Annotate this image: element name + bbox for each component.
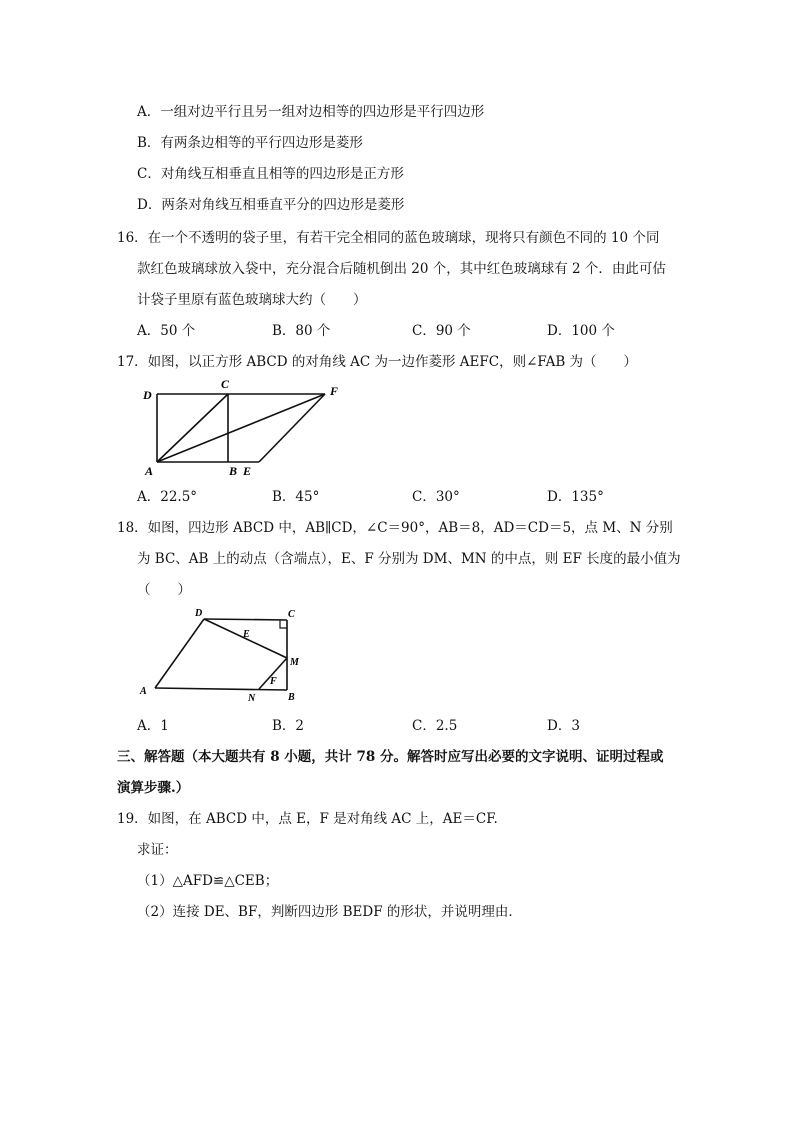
q15-option-c: C．对角线互相垂直且相等的四边形是正方形	[137, 166, 404, 182]
q17-label-b: B	[229, 464, 238, 478]
section3-heading-line2: 演算步骤.）	[117, 780, 190, 796]
q17-label-f: F	[330, 384, 339, 398]
q15-option-a: A．一组对边平行且另一组对边相等的四边形是平行四边形	[137, 104, 485, 120]
q19-stem: 19．如图，在 ABCD 中，点 E，F 是对角线 AC 上，AE＝CF.	[117, 811, 498, 827]
q18-label-b: B	[288, 692, 295, 703]
q17-stem: 17．如图，以正方形 ABCD 的对角线 AC 为一边作菱形 AEFC，则∠FAB 为（ ）	[117, 354, 638, 370]
q18-label-n: N	[248, 693, 256, 704]
q17-option-c: C．30°	[412, 489, 460, 505]
q16-option-a: A．50 个	[137, 323, 196, 339]
q18-segment-ab	[155, 688, 287, 690]
q16-option-c: C．90 个	[412, 323, 471, 339]
q15-option-d: D．两条对角线互相垂直平分的四边形是菱形	[137, 197, 405, 213]
q17-diagonal-ac	[157, 394, 228, 462]
q17-label-e: E	[243, 464, 252, 478]
q18-label-e: E	[243, 629, 250, 640]
q17-segment-fe	[259, 394, 325, 462]
q17-label-c: C	[221, 377, 230, 391]
q18-right-angle-mark	[280, 620, 287, 628]
q17-option-b: B．45°	[272, 489, 320, 505]
q16-stem-line3: 计袋子里原有蓝色玻璃球大约（ ）	[137, 292, 367, 308]
q18-label-f: F	[270, 676, 277, 687]
q19-prove-label: 求证：	[137, 842, 178, 858]
q16-stem-line1: 16．在一个不透明的袋子里，有若干完全相同的蓝色玻璃球，现将只有颜色不同的 10 个同	[117, 230, 660, 246]
q18-option-c: C．2.5	[412, 718, 458, 734]
q18-option-a: A．1	[137, 718, 169, 734]
q18-label-d: D	[195, 608, 203, 619]
q18-option-b: B．2	[272, 718, 305, 734]
q17-diagonal-af	[157, 394, 325, 462]
section3-heading-line1: 三、解答题（本大题共有 8 小题，共计 78 分。解答时应写出必要的文字说明、证明过程或	[117, 749, 664, 765]
q18-figure	[135, 603, 315, 708]
q17-option-d: D．135°	[547, 489, 604, 505]
q18-label-m: M	[290, 657, 299, 668]
q18-label-c: C	[288, 609, 295, 620]
q18-option-d: D．3	[547, 718, 580, 734]
q18-stem-line3: （ ）	[137, 582, 191, 598]
q18-stem-line2: 为 BC、AB 上的动点（含端点），E、F 分别为 DM、MN 的中点，则 EF 长度的最小值为	[137, 551, 681, 567]
q18-stem-line1: 18．如图，四边形 ABCD 中，AB∥CD，∠C＝90°，AB＝8，AD＝CD＝5，点 M、N 分别	[117, 520, 673, 536]
q17-option-a: A．22.5°	[137, 489, 198, 505]
q15-option-b: B．有两条边相等的平行四边形是菱形	[137, 135, 363, 151]
q19-part1: （1）△AFD≌△CEB；	[137, 873, 279, 889]
q19-part2: （2）连接 DE、BF，判断四边形 BEDF 的形状，并说明理由．	[137, 904, 522, 920]
q17-figure	[135, 375, 355, 480]
q17-label-a: A	[145, 464, 154, 478]
q18-label-a: A	[140, 686, 147, 697]
q16-option-d: D．100 个	[547, 323, 615, 339]
q18-segment-ad	[155, 619, 204, 688]
q16-option-b: B．80 个	[272, 323, 331, 339]
q17-label-d: D	[143, 388, 152, 402]
q16-stem-line2: 款红色玻璃球放入袋中，充分混合后随机倒出 20 个，其中红色玻璃球有 2 个．由此可估	[137, 261, 666, 277]
q18-segment-dc	[204, 619, 287, 620]
